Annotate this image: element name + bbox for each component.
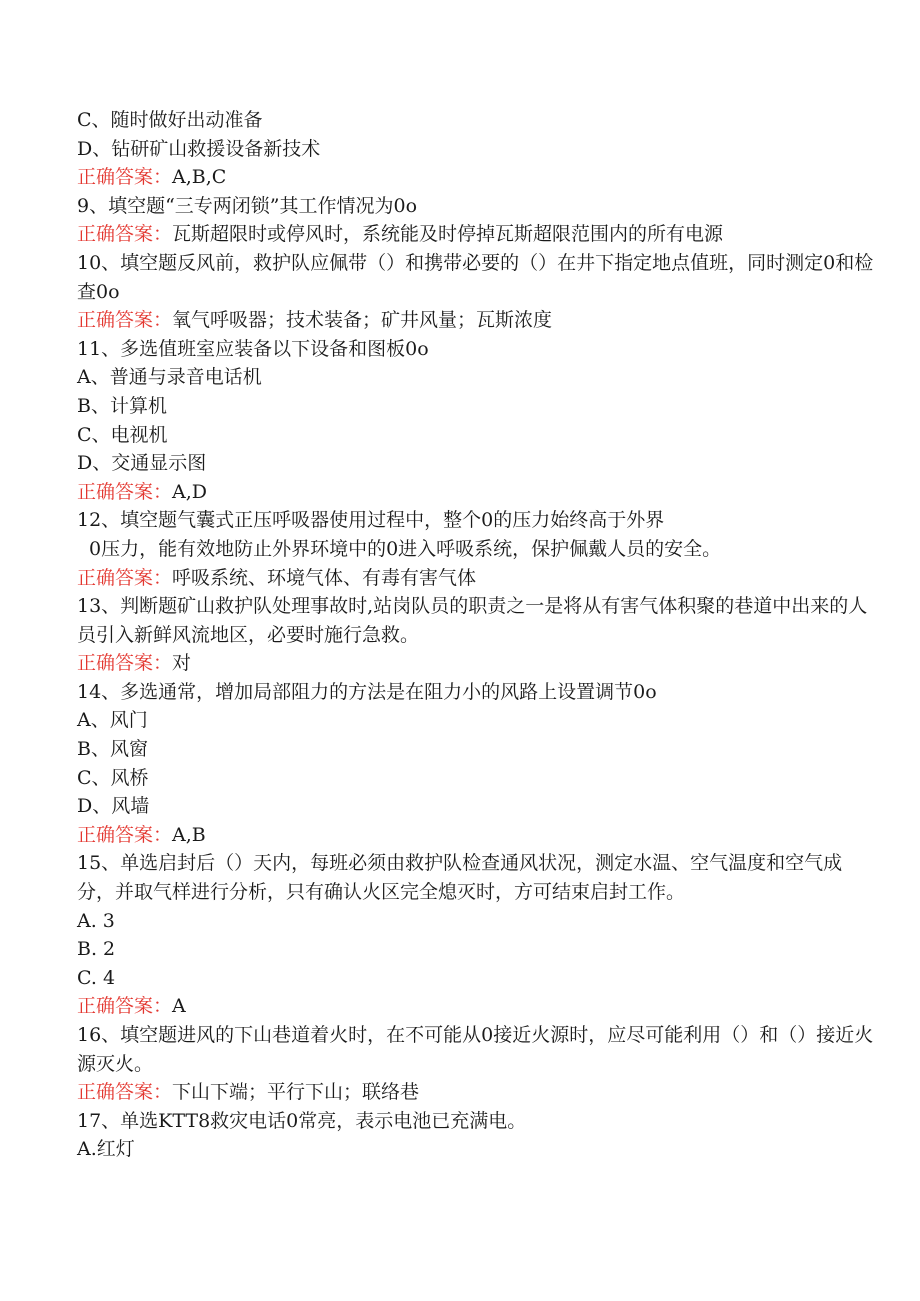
option-c: C、风桥 bbox=[77, 766, 149, 789]
option-a: A.红灯 bbox=[77, 1138, 135, 1161]
answer-value: 氧气呼吸器；技术装备；矿井风量；瓦斯浓度 bbox=[172, 309, 553, 332]
option-d: D、钻研矿山救援设备新技术 bbox=[77, 137, 321, 160]
question-list bbox=[77, 106, 877, 1164]
answer-row bbox=[77, 821, 877, 850]
answer-label: 正确答案： bbox=[77, 1081, 173, 1104]
option-c: C. 4 bbox=[77, 966, 116, 989]
answer-label: 正确答案： bbox=[77, 566, 173, 589]
question-10: 10、填空题反风前，救护队应佩带（）和携带必要的（）在井下指定地点值班，同时测定0和检查0o bbox=[77, 251, 874, 303]
option-a: A、普通与录音电话机 bbox=[77, 366, 262, 389]
question-12-line1: 12、填空题气囊式正压呼吸器使用过程中，整个0的压力始终高于外界 bbox=[77, 509, 665, 532]
answer-value: A,D bbox=[172, 480, 208, 503]
question-17: 17、单选KTT8救灾电话0常亮，表示电池已充满电。 bbox=[77, 1109, 527, 1132]
answer-row bbox=[77, 163, 877, 192]
answer-label: 正确答案： bbox=[77, 223, 173, 246]
option-c: C、电视机 bbox=[77, 423, 168, 446]
question-14: 14、多选通常，增加局部阻力的方法是在阻力小的风路上设置调节0o bbox=[77, 680, 657, 703]
answer-value: A,B bbox=[172, 823, 206, 846]
option-c: C、随时做好出动准备 bbox=[77, 109, 263, 131]
option-a: A. 3 bbox=[77, 909, 115, 932]
answer-value: A,B,C bbox=[172, 166, 227, 189]
answer-row bbox=[77, 1078, 877, 1107]
question-11: 11、多选值班室应装备以下设备和图板0o bbox=[77, 337, 429, 360]
answer-label: 正确答案： bbox=[77, 166, 173, 189]
question-9: 9、填空题“三专两闭锁”其工作情况为0o bbox=[77, 194, 418, 217]
answer-row bbox=[77, 220, 877, 249]
answer-value: 对 bbox=[172, 652, 192, 675]
question-15: 15、单选启封后（）天内，每班必须由救护队检查通风状况，测定水温、空气温度和空气成分，并取气样进行分析，只有确认火区完全熄灭时，方可结束启封工作。 bbox=[77, 852, 843, 904]
option-b: B. 2 bbox=[77, 938, 116, 961]
option-b: B、风窗 bbox=[77, 738, 148, 761]
answer-value: 瓦斯超限时或停风时，系统能及时停掉瓦斯超限范围内的所有电源 bbox=[172, 223, 724, 246]
option-a: A、风门 bbox=[77, 709, 148, 732]
answer-row bbox=[77, 649, 877, 678]
answer-row bbox=[77, 478, 877, 507]
question-13: 13、判断题矿山救护队处理事故时,站岗队员的职责之一是将从有害气体积聚的巷道中出来的人员引入新鲜风流地区，必要时施行急救。 bbox=[77, 595, 868, 646]
answer-row bbox=[77, 564, 877, 593]
question-12-line2: 0压力，能有效地防止外界环境中的0进入呼吸系统，保护佩戴人员的安全。 bbox=[89, 537, 722, 560]
answer-label: 正确答案： bbox=[77, 309, 173, 332]
option-b: B、计算机 bbox=[77, 394, 167, 417]
option-d: D、交通显示图 bbox=[77, 452, 207, 475]
answer-label: 正确答案： bbox=[77, 995, 173, 1018]
answer-label: 正确答案： bbox=[77, 823, 173, 846]
answer-row bbox=[77, 992, 877, 1021]
answer-value: 下山下端；平行下山；联络巷 bbox=[172, 1081, 420, 1104]
answer-label: 正确答案： bbox=[77, 652, 173, 675]
answer-value: 呼吸系统、环境气体、有毒有害气体 bbox=[172, 566, 477, 589]
answer-row bbox=[77, 306, 877, 335]
answer-value: A bbox=[172, 995, 186, 1018]
answer-label: 正确答案： bbox=[77, 480, 173, 503]
option-d: D、风墙 bbox=[77, 795, 150, 818]
question-16: 16、填空题进风的下山巷道着火时，在不可能从0接近火源时，应尽可能利用（）和（）接近火源灭火。 bbox=[77, 1024, 874, 1075]
